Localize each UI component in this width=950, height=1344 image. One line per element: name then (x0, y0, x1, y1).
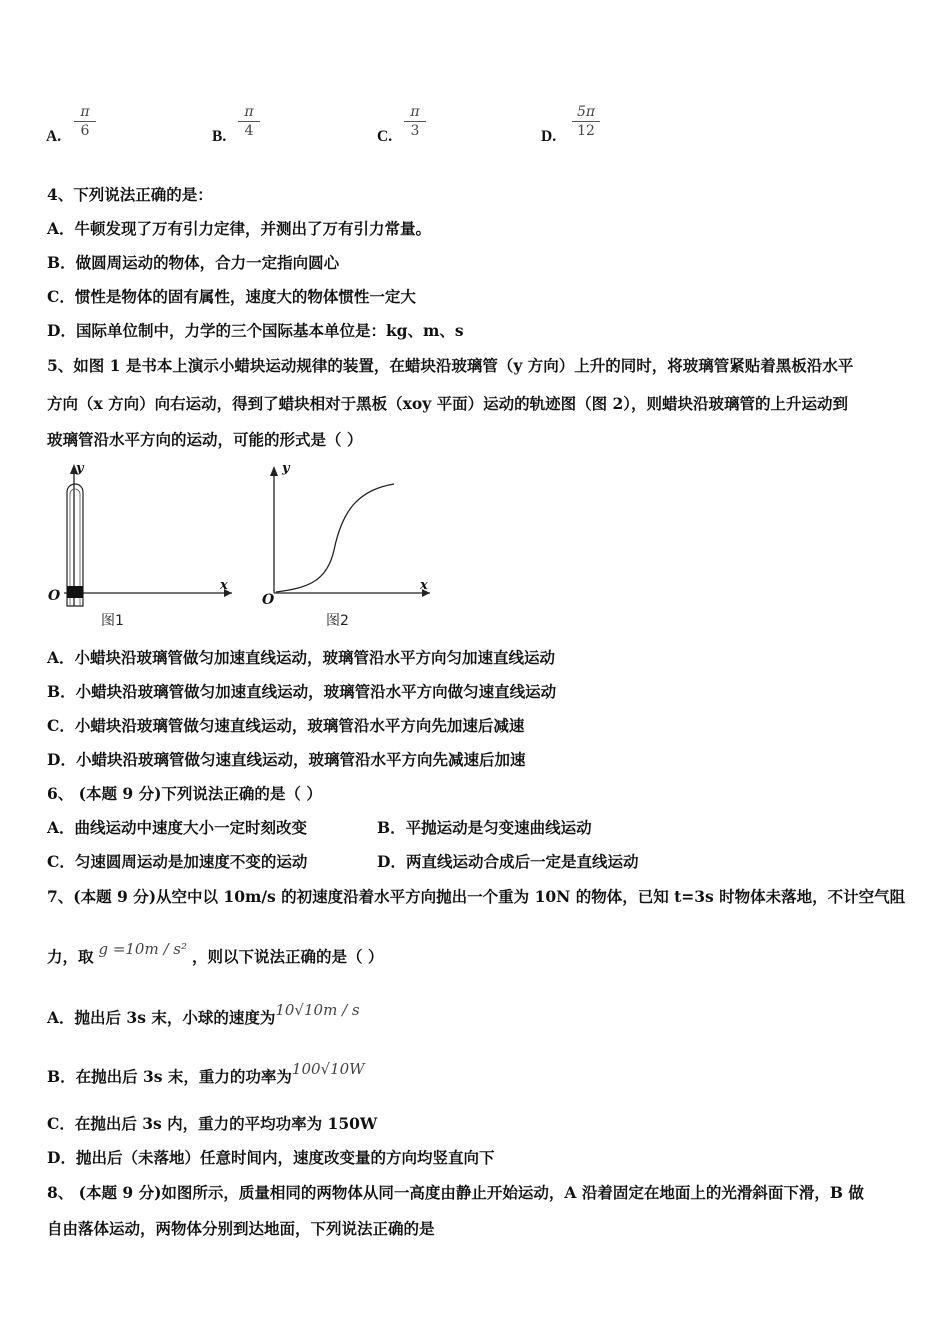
fig2-x-label: x (420, 578, 428, 593)
trajectory-curve (276, 484, 394, 592)
q4-stem: 4、下列说法正确的是： (47, 185, 213, 204)
q6-option-b: B．平抛运动是匀变速曲线运动 (377, 818, 592, 837)
q3-a-den: 6 (80, 123, 90, 139)
q5-stem-line2: 方向（x 方向）向右运动，得到了蜡块相对于黑板（xoy 平面）运动的轨迹图（图 2），则蜡块沿玻璃管的上升运动到 (47, 394, 849, 413)
q3-d-num: 5π (576, 104, 596, 120)
q3-option-c-label: C. (377, 128, 393, 145)
q5-stem-line1: 5、如图 1 是书本上演示小蜡块运动规律的装置，在蜡块沿玻璃管（y 方向）上升的同时，将玻璃管紧贴着黑板沿水平 (47, 356, 854, 375)
q3-option-c-value (404, 104, 426, 139)
q4-option-c: C．惯性是物体的固有属性，速度大的物体惯性一定大 (47, 287, 416, 306)
fig2-y-arrow (270, 466, 278, 476)
fig1-caption: 图1 (101, 613, 124, 629)
q7-a-formula: 10√10m / s (275, 1001, 360, 1019)
q4-option-a: A．牛顿发现了万有引力定律，并测出了万有引力常量。 (47, 219, 432, 238)
q7-gravity-formula: g =10m / s² (98, 940, 188, 958)
fig2-origin-label: O (262, 592, 275, 608)
q5-option-d: D．小蜡块沿玻璃管做匀速直线运动，玻璃管沿水平方向先减速后加速 (47, 750, 526, 769)
figure-1-tube-diagram (44, 460, 239, 610)
q7-line2-pre: 力，取 (47, 947, 94, 966)
q3-b-den: 4 (244, 123, 254, 139)
q7-stem-line2 (47, 940, 910, 968)
q7-option-b (47, 1060, 910, 1088)
q6-option-a: A．曲线运动中速度大小一定时刻改变 (47, 818, 308, 837)
q5-stem-line3: 玻璃管沿水平方向的运动，可能的形式是（ ） (47, 430, 363, 449)
q3-option-d-value (572, 104, 600, 139)
wax-block (67, 586, 83, 598)
q7-a-text: A．抛出后 3s 末，小球的速度为 (47, 1008, 276, 1027)
q3-a-num: π (80, 104, 90, 120)
q4-option-d: D．国际单位制中，力学的三个国际基本单位是：kg、m、s (47, 321, 464, 340)
fig1-y-label: y (76, 461, 84, 476)
q3-option-a-label: A. (46, 128, 62, 145)
figure-2-trajectory-graph (262, 460, 437, 610)
q7-option-c: C．在抛出后 3s 内，重力的平均功率为 150W (47, 1114, 378, 1133)
q6-option-d: D．两直线运动合成后一定是直线运动 (377, 852, 639, 871)
fig1-origin-label: O (48, 588, 61, 604)
q3-option-b-value (238, 104, 260, 139)
q7-b-formula: 100√10W (291, 1060, 365, 1078)
q3-option-b-label: B. (212, 128, 227, 145)
q7-option-a (47, 1001, 910, 1029)
q3-option-a-value (74, 104, 96, 139)
fig2-caption: 图2 (326, 613, 349, 629)
q5-option-b: B．小蜡块沿玻璃管做匀加速直线运动，玻璃管沿水平方向做匀速直线运动 (47, 682, 557, 701)
q6-stem: 6、 (本题 9 分)下列说法正确的是（ ） (47, 784, 322, 803)
q5-option-c: C．小蜡块沿玻璃管做匀速直线运动，玻璃管沿水平方向先加速后减速 (47, 716, 525, 735)
q6-option-c: C．匀速圆周运动是加速度不变的运动 (47, 852, 308, 871)
fig2-y-label: y (282, 461, 290, 476)
q7-stem-line1: 7、(本题 9 分)从空中以 10m/s 的初速度沿着水平方向抛出一个重为 10N 的物体，已知 t=3s 时物体未落地，不计空气阻 (47, 887, 906, 906)
q5-option-a: A．小蜡块沿玻璃管做匀加速直线运动，玻璃管沿水平方向匀加速直线运动 (47, 648, 556, 667)
q3-option-d-label: D. (541, 128, 557, 145)
q3-c-num: π (410, 104, 420, 120)
q4-option-b: B．做圆周运动的物体，合力一定指向圆心 (47, 253, 340, 272)
q8-stem-line2: 自由落体运动，两物体分别到达地面，下列说法正确的是 (47, 1219, 435, 1238)
q7-line2-post: ，则以下说法正确的是（ ） (191, 947, 384, 966)
q8-stem-line1: 8、 (本题 9 分)如图所示，质量相同的两物体从同一高度由静止开始运动，A 沿着固定在地面上的光滑斜面下滑，B 做 (47, 1183, 864, 1202)
q3-c-den: 3 (410, 123, 420, 139)
q3-d-den: 12 (577, 123, 595, 139)
q7-option-d: D．抛出后（未落地）任意时间内，速度改变量的方向均竖直向下 (47, 1148, 495, 1167)
q3-b-num: π (244, 104, 254, 120)
fig1-x-label: x (220, 578, 228, 593)
q7-b-text: B．在抛出后 3s 末，重力的功率为 (47, 1067, 292, 1086)
